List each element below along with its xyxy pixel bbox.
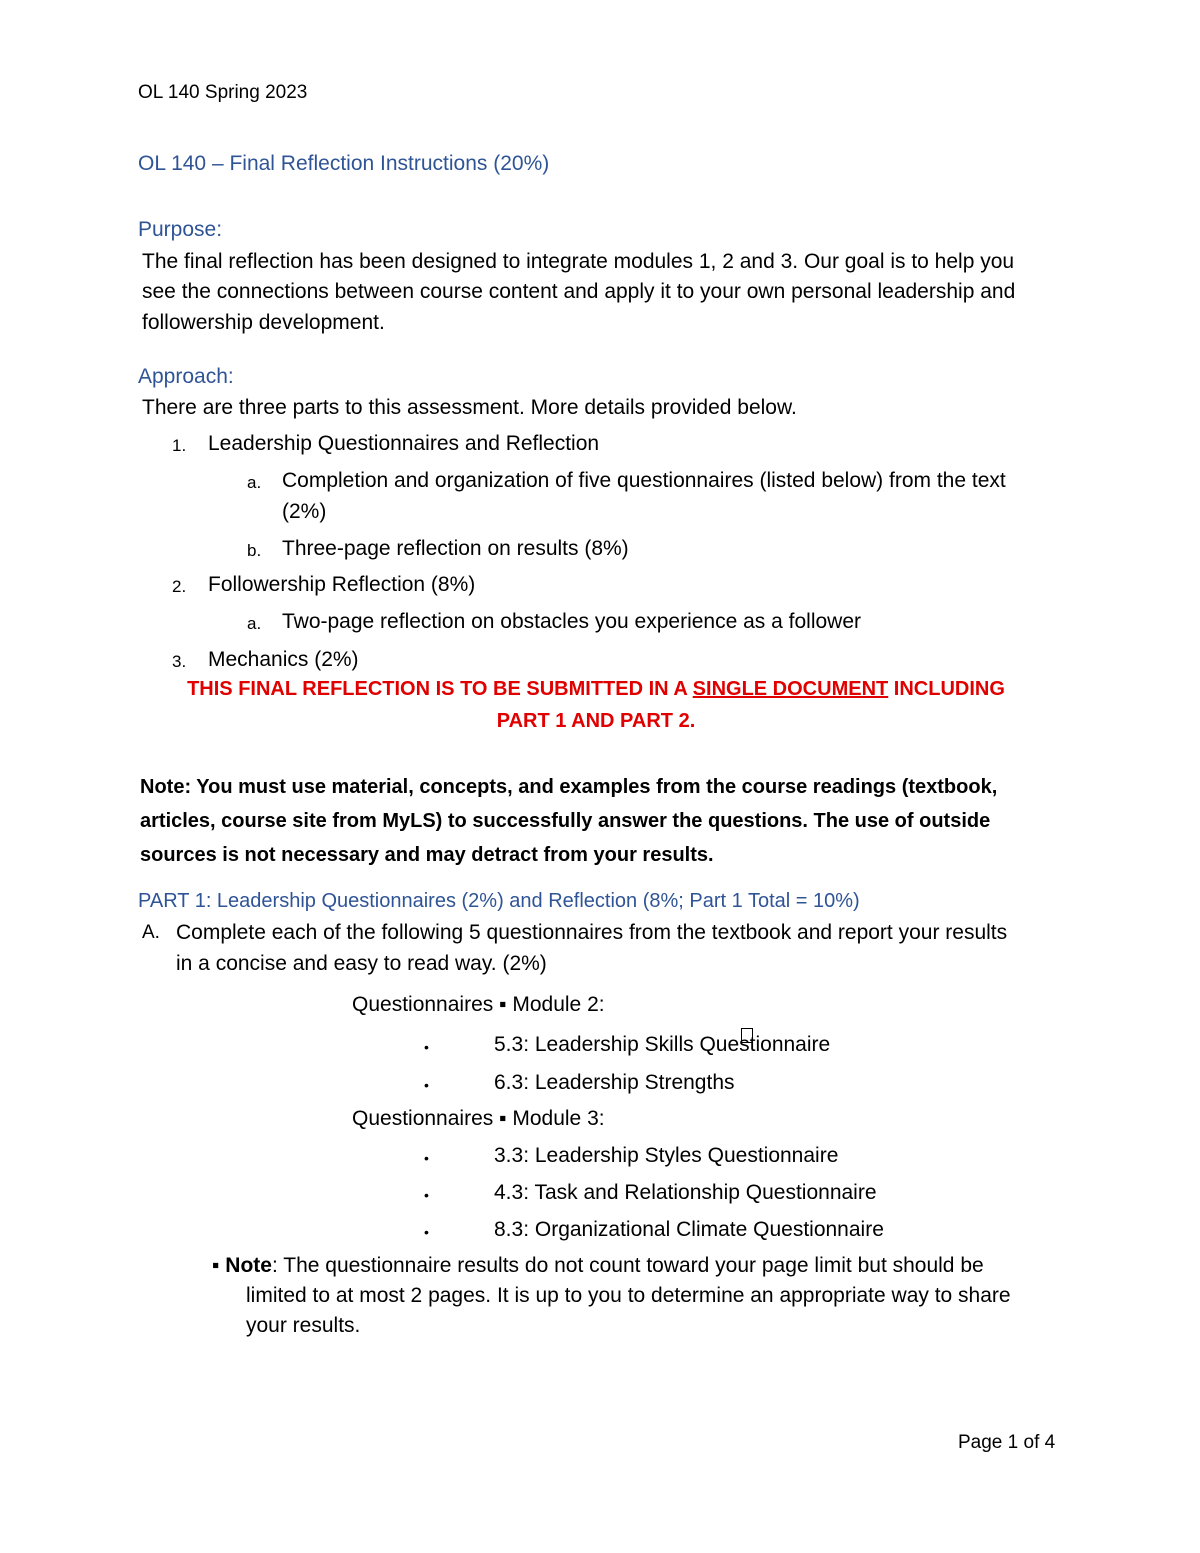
- bullet-icon: •: [424, 1187, 429, 1203]
- questionnaire-8-3: 8.3: Organizational Climate Questionnaire: [494, 1218, 884, 1241]
- part1-item-a-line-1: Complete each of the following 5 questionnaires from the textbook and report your results: [176, 921, 1008, 944]
- approach-intro: There are three parts to this assessment. More details provided below.: [142, 396, 797, 419]
- sub-list-letter: a.: [247, 473, 262, 492]
- page-number: Page 1 of 4: [958, 1432, 1056, 1453]
- sub-list-letter: b.: [247, 541, 262, 560]
- sub-item-three-page: Three-page reflection on results (8%): [282, 537, 629, 560]
- list-item-mechanics: Mechanics (2%): [208, 648, 359, 671]
- results-note-line-3: your results.: [246, 1314, 361, 1337]
- questionnaire-6-3: 6.3: Leadership Strengths: [494, 1071, 735, 1094]
- sub-item-two-page: Two-page reflection on obstacles you experience as a follower: [282, 610, 861, 633]
- list-number: 3.: [172, 652, 187, 671]
- purpose-line-3: followership development.: [142, 311, 385, 334]
- purpose-line-1: The final reflection has been designed to integrate modules 1, 2 and 3. Our goal is to help you: [142, 250, 1015, 273]
- module3-label: Questionnaires ▪ Module 3:: [352, 1107, 605, 1130]
- note-line-1: Note: You must use material, concepts, and examples from the course readings (textbook,: [140, 776, 998, 798]
- list-item-leadership-questionnaires: Leadership Questionnaires and Reflection: [208, 432, 600, 455]
- note-line-2: articles, course site from MyLS) to successfully answer the questions. The use of outside: [140, 810, 991, 832]
- purpose-line-2: see the connections between course content and apply it to your own personal leadership and: [142, 280, 1016, 303]
- note-paragraph: [140, 770, 1070, 872]
- part1-item-a-line-2: in a concise and easy to read way. (2%): [176, 952, 547, 975]
- single-document-underline: SINGLE DOCUMENT: [692, 678, 889, 700]
- square-bullet-icon: ▪: [212, 1254, 220, 1277]
- document-title: OL 140 – Final Reflection Instructions (20%): [138, 152, 550, 175]
- note-line-3: sources is not necessary and may detract from your results.: [140, 844, 714, 866]
- missing-glyph-icon: [741, 1028, 753, 1043]
- part1-heading: PART 1: Leadership Questionnaires (2%) and Reflection (8%; Part 1 Total = 10%): [138, 890, 860, 912]
- sub-item-completion-cont: (2%): [282, 500, 327, 523]
- list-number: 2.: [172, 577, 187, 596]
- bullet-icon: •: [424, 1224, 429, 1240]
- questionnaire-5-3: 5.3: Leadership Skills Questionnaire: [494, 1033, 831, 1056]
- questionnaire-3-3: 3.3: Leadership Styles Questionnaire: [494, 1144, 839, 1167]
- sub-list-letter: a.: [247, 614, 262, 633]
- results-note-line-1: ▪ Note: The questionnaire results do not count toward your page limit but should be: [212, 1254, 984, 1277]
- module2-label: Questionnaires ▪ Module 2:: [352, 993, 605, 1016]
- list-number: 1.: [172, 436, 187, 455]
- questionnaire-4-3: 4.3: Task and Relationship Questionnaire: [494, 1181, 877, 1204]
- bullet-icon: •: [424, 1039, 429, 1055]
- bullet-icon: •: [424, 1150, 429, 1166]
- submission-warning-line-2: PART 1 AND PART 2.: [496, 710, 696, 732]
- page-header: OL 140 Spring 2023: [138, 82, 308, 103]
- approach-heading: Approach:: [138, 365, 234, 388]
- submission-warning-line-1: THIS FINAL REFLECTION IS TO BE SUBMITTED IN A SINGLE DOCUMENT INCLUDING: [187, 678, 1005, 700]
- part1-item-letter: A.: [142, 922, 160, 943]
- list-item-followership: Followership Reflection (8%): [208, 573, 476, 596]
- purpose-heading: Purpose:: [138, 218, 223, 241]
- sub-item-completion: Completion and organization of five questionnaires (listed below) from the text: [282, 469, 1006, 492]
- bullet-icon: •: [424, 1077, 429, 1093]
- results-note-line-2: limited to at most 2 pages. It is up to you to determine an appropriate way to share: [246, 1284, 1011, 1307]
